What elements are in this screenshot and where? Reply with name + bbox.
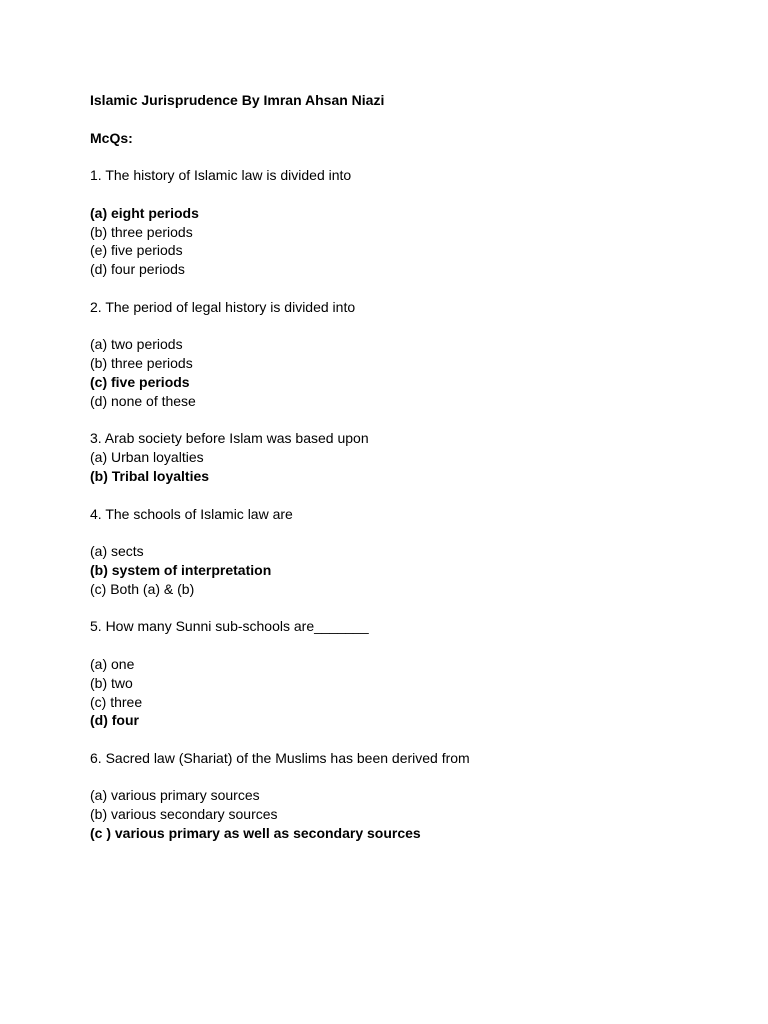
answer-option-correct: (b) system of interpretation xyxy=(90,561,272,578)
answer-option-correct: (a) eight periods xyxy=(90,204,199,221)
answer-option-correct: (c) five periods xyxy=(90,373,190,390)
answer-option: (d) none of these xyxy=(90,392,196,409)
answer-option-correct: (c ) various primary as well as secondary sources xyxy=(90,825,421,842)
question-block xyxy=(90,505,730,599)
answer-option: (b) various secondary sources xyxy=(90,806,278,823)
answer-option: (a) sects xyxy=(90,543,144,560)
question-text: 3. Arab society before Islam was based upon xyxy=(90,430,369,447)
answer-option-correct: (d) four xyxy=(90,712,139,729)
answer-option: (c) Both (a) & (b) xyxy=(90,580,195,597)
question-block xyxy=(90,298,730,411)
answer-option: (b) three periods xyxy=(90,223,193,240)
answer-option: (b) two xyxy=(90,674,133,691)
question-block xyxy=(90,166,730,279)
question-text: 4. The schools of Islamic law are xyxy=(90,505,293,522)
document-content xyxy=(90,91,730,843)
answer-option: (a) two periods xyxy=(90,336,183,353)
answer-option: (e) five periods xyxy=(90,242,183,259)
answer-option: (b) three periods xyxy=(90,355,193,372)
question-text: 1. The history of Islamic law is divided into xyxy=(90,167,352,184)
answer-option: (d) four periods xyxy=(90,261,185,278)
document-title: Islamic Jurisprudence By Imran Ahsan Niazi xyxy=(90,92,385,108)
answer-option-correct: (b) Tribal loyalties xyxy=(90,467,210,484)
answer-option: (c) three xyxy=(90,693,143,710)
answer-option: (a) one xyxy=(90,655,135,672)
question-text: 2. The period of legal history is divided into xyxy=(90,298,356,315)
answer-option: (a) various primary sources xyxy=(90,787,260,804)
question-block xyxy=(90,617,730,730)
question-block xyxy=(90,429,730,485)
answer-option: (a) Urban loyalties xyxy=(90,449,204,466)
question-text: 6. Sacred law (Shariat) of the Muslims has been derived from xyxy=(90,749,470,766)
question-text: 5. How many Sunni sub-schools are_______ xyxy=(90,618,369,635)
section-heading: McQs: xyxy=(90,129,133,146)
question-block xyxy=(90,749,730,843)
